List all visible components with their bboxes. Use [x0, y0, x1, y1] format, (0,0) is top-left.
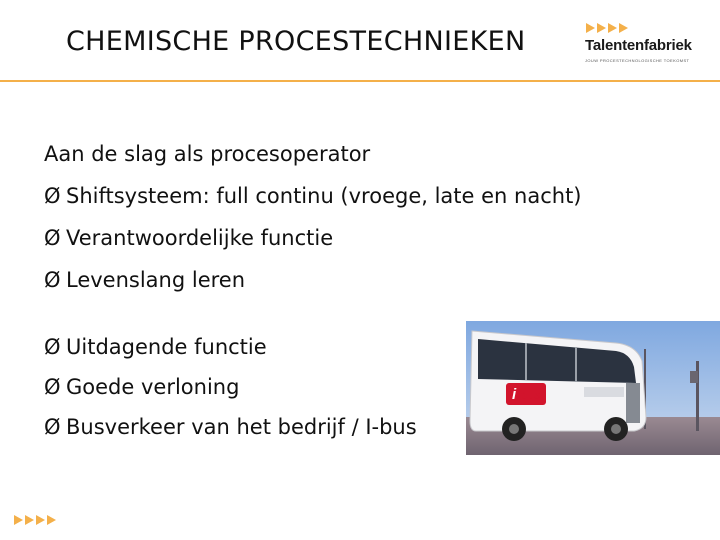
bullet-arrow-icon: Ø	[44, 184, 61, 208]
footer-arrows-icon	[14, 514, 64, 526]
bullet-arrow-icon: Ø	[44, 226, 61, 250]
logo-tagline: JOUW PROCESTECHNOLOGISCHE TOEKOMST	[585, 58, 690, 63]
bullet-item	[44, 367, 417, 407]
slide-title: CHEMISCHE PROCESTECHNIEKEN	[66, 26, 526, 57]
svg-text:i: i	[512, 386, 517, 403]
bullet-arrow-icon: Ø	[44, 375, 61, 399]
bullet-item	[44, 217, 582, 259]
bullet-text: Uitdagende functie	[66, 335, 267, 359]
bullet-text: Verantwoordelijke functie	[66, 226, 334, 250]
body-block-2	[44, 327, 417, 447]
bullet-item	[44, 327, 417, 367]
bus-photo	[466, 321, 720, 455]
bullet-item	[44, 407, 417, 447]
bus-label: bus	[521, 388, 541, 402]
bullet-item	[44, 175, 582, 217]
logo-arrows-icon	[586, 22, 646, 34]
bus-illustration	[466, 321, 720, 455]
bullet-arrow-icon: Ø	[44, 268, 61, 292]
intro-text: Aan de slag als procesoperator	[44, 142, 371, 166]
bullet-text: Shiftsysteem: full continu (vroege, late en nacht)	[66, 184, 582, 208]
body-block-1	[44, 133, 582, 301]
talentenfabriek-logo	[580, 22, 690, 68]
bullet-item	[44, 259, 582, 301]
logo-name: Talentenfabriek	[585, 37, 692, 54]
bullet-arrow-icon: Ø	[44, 335, 61, 359]
bullet-arrow-icon: Ø	[44, 415, 61, 439]
bullet-text: Levenslang leren	[66, 268, 246, 292]
bullet-text: Busverkeer van het bedrijf / I-bus	[66, 415, 417, 439]
header-divider	[0, 80, 720, 82]
bullet-text: Goede verloning	[66, 375, 240, 399]
